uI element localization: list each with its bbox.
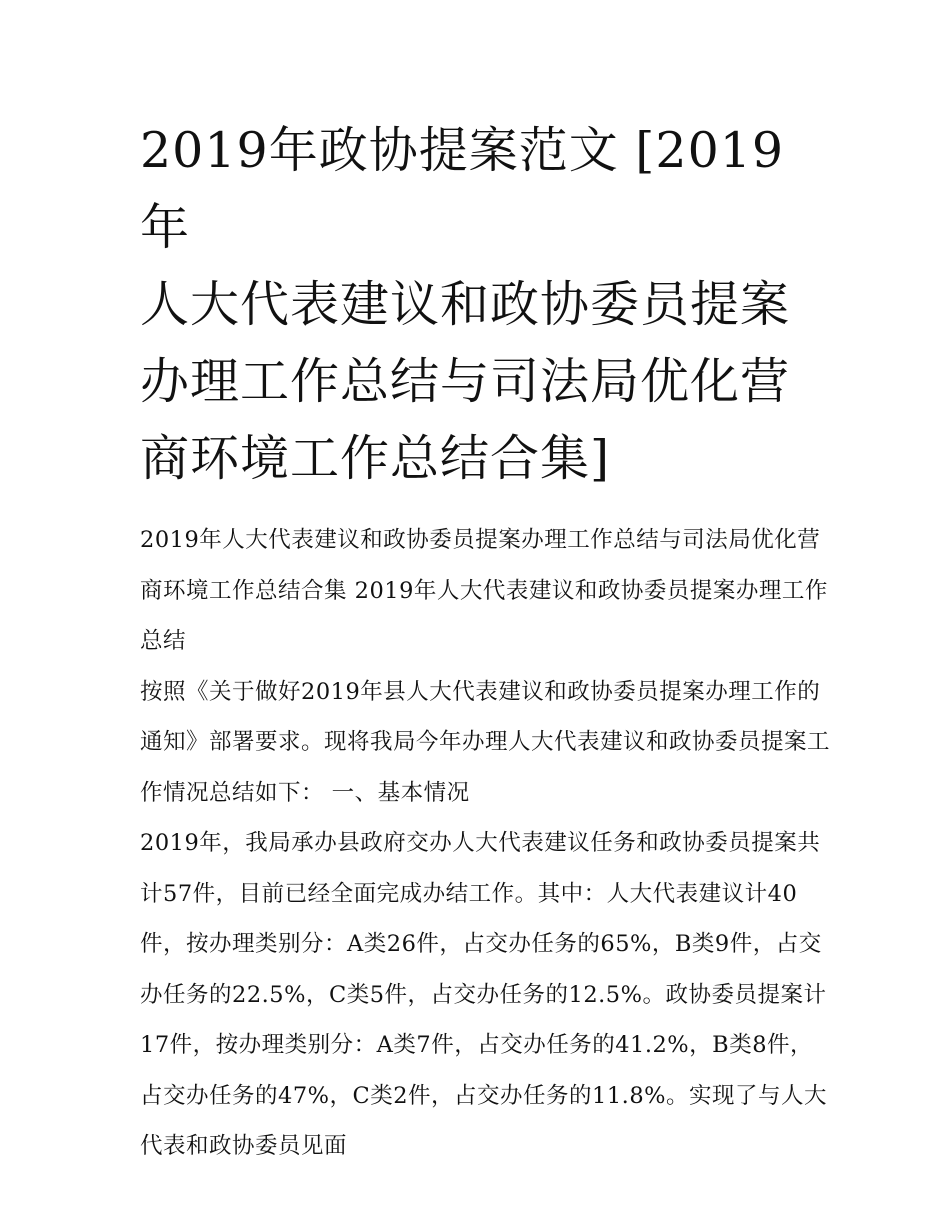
title-line: 2019年政协提案范文 [2019年 <box>140 122 785 256</box>
paragraph: 2019年，我局承办县政府交办人大代表建议任务和政协委员提案共计57件，目前已经全面完成办结工作。其中：人大代表建议计40件，按办理类别分：A类26件，占交办任务的65%，B类9件，占交办任务的22.5%，C类5件，占交办任务的12.5%。政协委员提案计17件，按办理类别分：A类7件，占交办任务的41.2%，B类8件，占交办任务的47%，C类2件，占交办任务的11.8%。实现了与人大代表和政协委员见面 <box>140 830 828 1159</box>
document-title <box>140 112 830 497</box>
title-line: 商环境工作总结合集] <box>140 430 611 487</box>
paragraph: 按照《关于做好2019年县人大代表建议和政协委员提案办理工作的通知》部署要求。现将我局今年办理人大代表建议和政协委员提案工作情况总结如下： 一、基本情况 <box>140 678 831 806</box>
paragraph: 2019年人大代表建议和政协委员提案办理工作总结与司法局优化营商环境工作总结合集 2019年人大代表建议和政协委员提案办理工作总结 <box>140 527 828 654</box>
title-line: 人大代表建议和政协委员提案 <box>140 276 791 333</box>
document-page <box>140 112 830 1172</box>
document-body <box>140 515 830 1172</box>
title-line: 办理工作总结与司法局优化营 <box>140 353 791 410</box>
